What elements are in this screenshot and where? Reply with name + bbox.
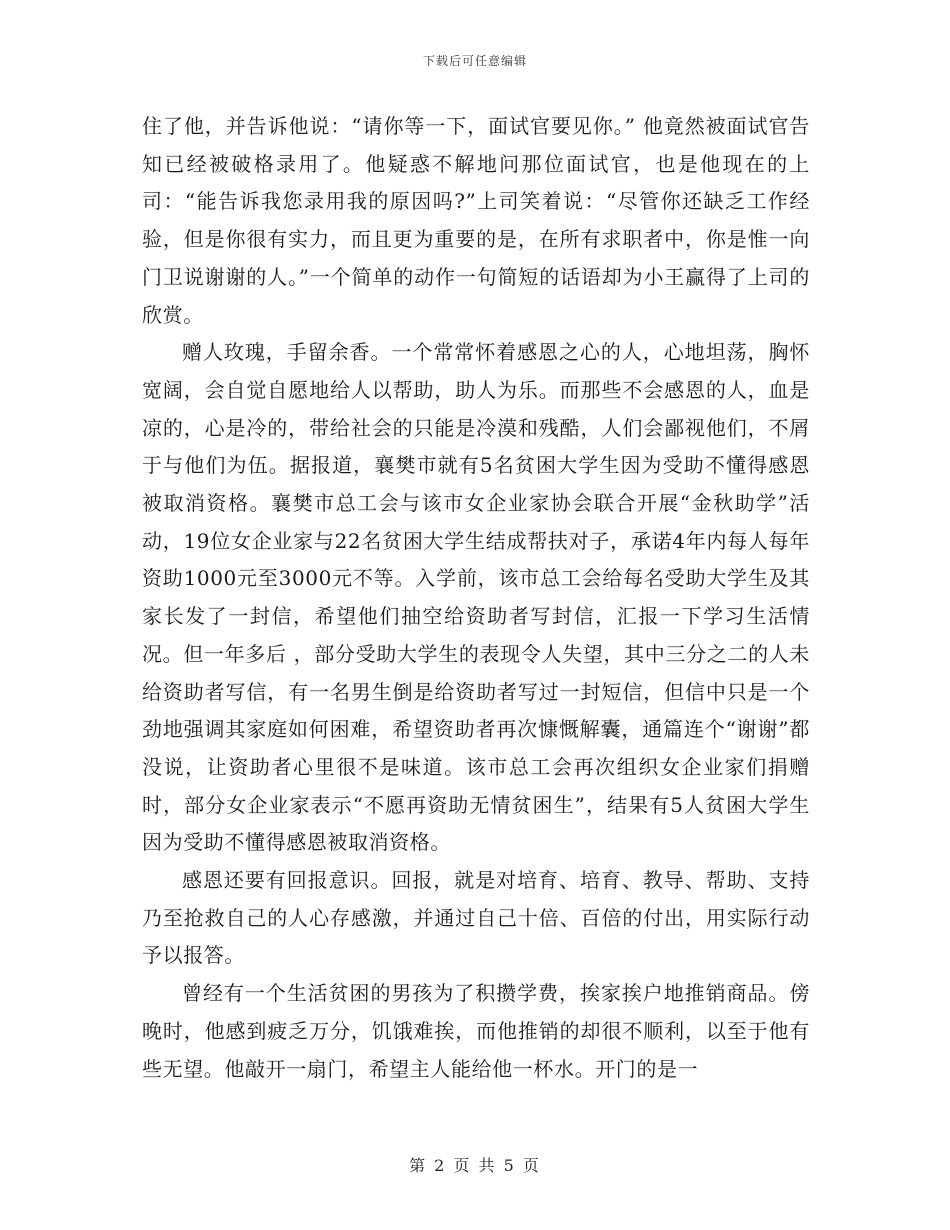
paragraph-2: 赠人玫瑰，手留余香。一个常常怀着感恩之心的人，心地坦荡，胸怀宽阔，会自觉自愿地给人以帮助，助人为乐。而那些不会感恩的人，血是凉的，心是冷的，带给社会的只能是冷漠和残酷，人们会鄙视他们，不屑于与他们为伍。据报道，襄樊市就有5名贫困大学生因为受助不懂得感恩被取消资格。襄樊市总工会与该市女企业家协会联合开展“金秋助学”活动，19位女企业家与22名贫困大学生结成帮扶对子，承诺4年内每人每年资助1000元至3000元不等。入学前，该市总工会给每名受助大学生及其家长发了一封信，希望他们抽空给资助者写封信，汇报一下学习生活情况。但一年多后 ，部分受助大学生的表现令人失望，其中三分之二的人未给资助者写信，有一名男生倒是给资助者写过一封短信，但信中只是一个劲地强调其家庭如何困难，希望资助者再次慷慨解囊，通篇连个“谢谢”都没说，让资助者心里很不是味道。该市总工会再次组织女企业家们捐赠时，部分女企业家表示“不愿再资助无情贫困生”，结果有5人贫困大学生因为受助不懂得感恩被取消资格。 <box>142 340 810 855</box>
page-header-note: 下载后可任意编辑 <box>422 54 527 68</box>
paragraph-1: 住了他，并告诉他说：“请你等一下，面试官要见你。” 他竟然被面试官告知已经被破格录用了。他疑惑不解地问那位面试官，也是他现在的上司：“能告诉我您录用我的原因吗?”上司笑着说：“尽管你还缺乏工作经验，但是你很有实力，而且更为重要的是，在所有求职者中，你是惟一向门卫说谢谢的人。”一个简单的动作一句简短的话语却为小王赢得了上司的欣赏。 <box>142 114 810 327</box>
page-number-footer: 第 2 页 共 5 页 <box>409 1156 541 1175</box>
paragraph-3: 感恩还要有回报意识。回报，就是对培育、培育、教导、帮助、支持乃至抢救自己的人心存感激，并通过自己十倍、百倍的付出，用实际行动予以报答。 <box>142 868 810 968</box>
paragraph-4: 曾经有一个生活贫困的男孩为了积攒学费，挨家挨户地推销商品。傍晚时，他感到疲乏万分，饥饿难挨，而他推销的却很不顺利，以至于他有些无望。他敲开一扇门，希望主人能给他一杯水。开门的是一 <box>142 981 810 1081</box>
document-body <box>142 108 810 1088</box>
